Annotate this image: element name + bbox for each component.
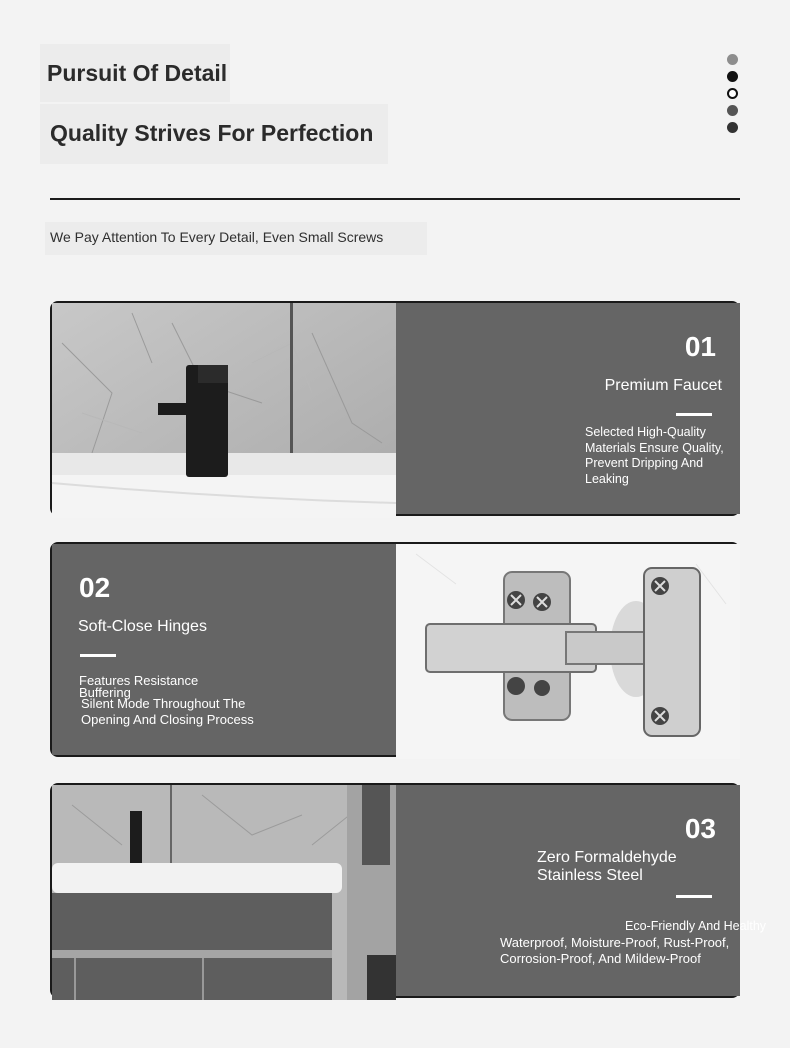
faucet-info-panel (396, 303, 740, 514)
cabinet-info-panel (396, 785, 767, 996)
feature-name: Premium Faucet (604, 377, 722, 394)
cabinet-image (52, 785, 396, 996)
feature-number: 01 (684, 331, 716, 362)
hinges-info-panel (52, 544, 396, 755)
feature-card-faucet (50, 301, 740, 516)
feature-number: 02 (79, 572, 111, 603)
feature-card-hinges (50, 542, 740, 757)
pagination-dot-5[interactable] (727, 122, 738, 133)
pagination-dot-1[interactable] (727, 54, 738, 65)
faucet-image (52, 303, 396, 514)
pagination-dot-2[interactable] (727, 71, 738, 82)
pagination-dots (727, 54, 741, 139)
page-title: Pursuit Of Detail (47, 60, 228, 86)
accent-bar (676, 895, 712, 898)
tagline: We Pay Attention To Every Detail, Even Small Screws (50, 229, 384, 245)
feature-description-1: Eco-Friendly And Healthy (625, 919, 767, 933)
page-subtitle: Quality Strives For Perfection (50, 120, 374, 146)
accent-bar (676, 413, 712, 416)
hinge-image (396, 544, 740, 755)
feature-description-2: Waterproof, Moisture-Proof, Rust-Proof, Corrosion-Proof, And Mildew-Proof (500, 935, 730, 966)
feature-name: Soft-Close Hinges (78, 618, 207, 635)
feature-card-cabinet (50, 783, 767, 998)
feature-description-1: Features Resistance Buffering (79, 673, 199, 700)
pagination-dot-3[interactable] (727, 88, 738, 99)
feature-name-1: Zero Formaldehyde (537, 849, 677, 866)
feature-description: Selected High-Quality Materials Ensure Quality, Prevent Dripping And Leaking (585, 425, 724, 486)
feature-number: 03 (684, 813, 716, 844)
feature-name-2: Stainless Steel (537, 867, 643, 884)
divider-line (50, 198, 740, 200)
pagination-dot-4[interactable] (727, 105, 738, 116)
accent-bar (80, 654, 116, 657)
feature-description-2: Silent Mode Throughout The Opening And Closing Process (81, 696, 254, 727)
